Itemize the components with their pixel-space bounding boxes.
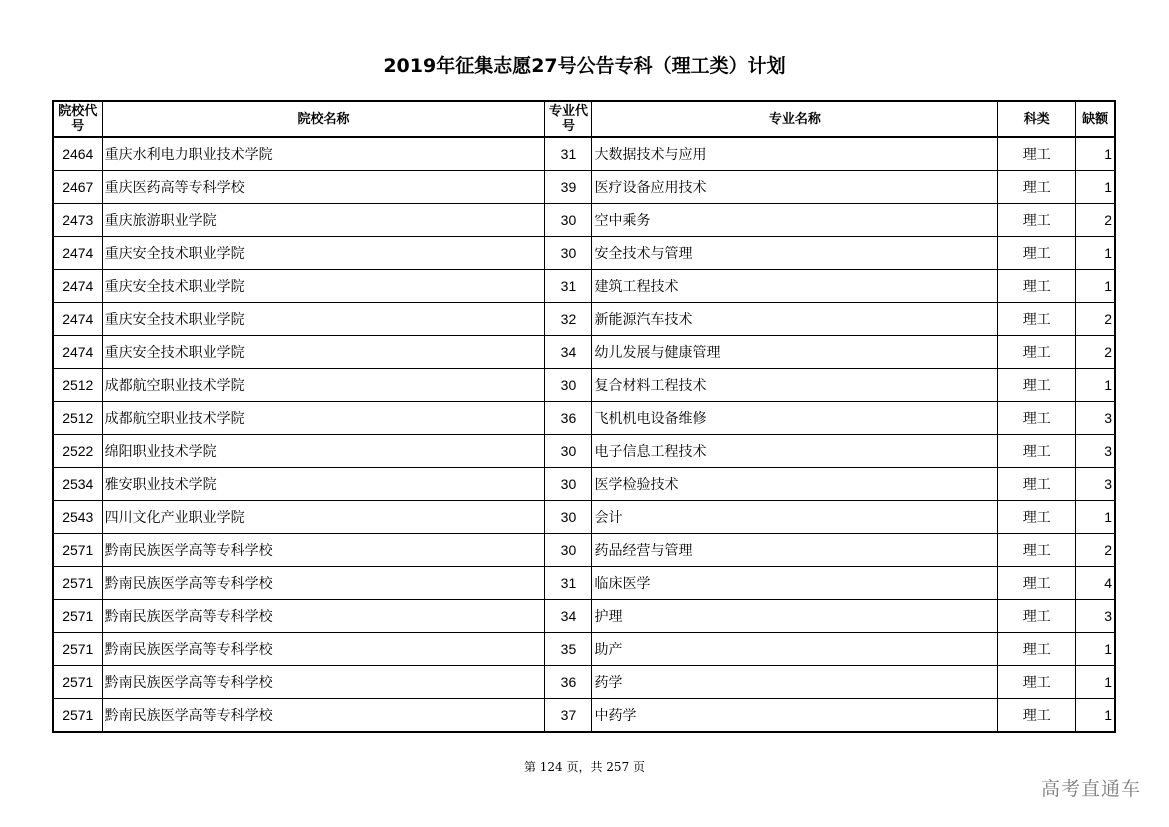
cell-school-name: 四川文化产业职业学院: [102, 501, 545, 534]
cell-quota: 1: [1076, 633, 1115, 666]
cell-major-code: 30: [545, 237, 592, 270]
cell-school-name: 黔南民族医学高等专科学校: [102, 633, 545, 666]
cell-category: 理工: [998, 501, 1076, 534]
cell-major-name: 医疗设备应用技术: [592, 171, 998, 204]
header-major-name: 专业名称: [592, 101, 998, 137]
cell-school-code: 2464: [53, 137, 102, 171]
cell-major-name: 空中乘务: [592, 204, 998, 237]
cell-major-name: 新能源汽车技术: [592, 303, 998, 336]
cell-major-name: 药学: [592, 666, 998, 699]
cell-school-name: 成都航空职业技术学院: [102, 369, 545, 402]
cell-category: 理工: [998, 171, 1076, 204]
cell-major-name: 中药学: [592, 699, 998, 733]
cell-school-name: 重庆安全技术职业学院: [102, 336, 545, 369]
cell-category: 理工: [998, 567, 1076, 600]
cell-quota: 2: [1076, 204, 1115, 237]
table-row: [53, 369, 1115, 402]
table-row: [53, 303, 1115, 336]
cell-category: 理工: [998, 369, 1076, 402]
cell-school-code: 2534: [53, 468, 102, 501]
cell-school-name: 黔南民族医学高等专科学校: [102, 534, 545, 567]
table-row: [53, 336, 1115, 369]
cell-major-name: 复合材料工程技术: [592, 369, 998, 402]
cell-school-code: 2571: [53, 567, 102, 600]
table-header: [53, 101, 1115, 137]
cell-quota: 3: [1076, 468, 1115, 501]
cell-major-code: 30: [545, 468, 592, 501]
cell-category: 理工: [998, 204, 1076, 237]
cell-quota: 1: [1076, 171, 1115, 204]
table-row: [53, 501, 1115, 534]
cell-quota: 1: [1076, 270, 1115, 303]
table-row: [53, 270, 1115, 303]
cell-school-name: 重庆医药高等专科学校: [102, 171, 545, 204]
cell-major-code: 37: [545, 699, 592, 733]
cell-category: 理工: [998, 699, 1076, 733]
cell-major-name: 助产: [592, 633, 998, 666]
cell-major-code: 31: [545, 567, 592, 600]
cell-category: 理工: [998, 137, 1076, 171]
header-major-code: 专业代号: [545, 101, 592, 137]
cell-major-name: 电子信息工程技术: [592, 435, 998, 468]
header-school-name: 院校名称: [102, 101, 545, 137]
cell-category: 理工: [998, 435, 1076, 468]
cell-category: 理工: [998, 402, 1076, 435]
table-body: [53, 137, 1115, 732]
cell-school-name: 重庆水利电力职业技术学院: [102, 137, 545, 171]
cell-category: 理工: [998, 237, 1076, 270]
cell-quota: 3: [1076, 600, 1115, 633]
cell-quota: 2: [1076, 534, 1115, 567]
cell-quota: 3: [1076, 402, 1115, 435]
cell-major-name: 大数据技术与应用: [592, 137, 998, 171]
cell-school-code: 2512: [53, 369, 102, 402]
cell-school-code: 2474: [53, 303, 102, 336]
cell-quota: 3: [1076, 435, 1115, 468]
cell-major-name: 会计: [592, 501, 998, 534]
table-row: [53, 137, 1115, 171]
cell-quota: 2: [1076, 336, 1115, 369]
cell-major-code: 36: [545, 666, 592, 699]
table-row: [53, 435, 1115, 468]
cell-quota: 1: [1076, 699, 1115, 733]
cell-school-code: 2571: [53, 600, 102, 633]
page-title: 2019年征集志愿27号公告专科（理工类）计划: [383, 55, 786, 77]
cell-category: 理工: [998, 600, 1076, 633]
table-row: [53, 468, 1115, 501]
cell-major-name: 临床医学: [592, 567, 998, 600]
cell-category: 理工: [998, 468, 1076, 501]
cell-school-code: 2473: [53, 204, 102, 237]
cell-school-code: 2571: [53, 633, 102, 666]
cell-school-code: 2474: [53, 270, 102, 303]
table-row: [53, 171, 1115, 204]
cell-school-name: 黔南民族医学高等专科学校: [102, 699, 545, 733]
cell-major-code: 31: [545, 270, 592, 303]
table-row: [53, 699, 1115, 733]
cell-major-code: 32: [545, 303, 592, 336]
watermark: 高考直通车: [1040, 778, 1141, 800]
cell-category: 理工: [998, 633, 1076, 666]
cell-school-name: 黔南民族医学高等专科学校: [102, 567, 545, 600]
cell-school-name: 重庆安全技术职业学院: [102, 303, 545, 336]
cell-major-code: 36: [545, 402, 592, 435]
header-row: [53, 101, 1115, 137]
cell-quota: 1: [1076, 237, 1115, 270]
cell-school-name: 成都航空职业技术学院: [102, 402, 545, 435]
cell-major-code: 35: [545, 633, 592, 666]
cell-school-name: 绵阳职业技术学院: [102, 435, 545, 468]
cell-major-name: 建筑工程技术: [592, 270, 998, 303]
cell-major-code: 30: [545, 204, 592, 237]
cell-quota: 1: [1076, 501, 1115, 534]
cell-school-code: 2543: [53, 501, 102, 534]
cell-school-code: 2571: [53, 534, 102, 567]
table-row: [53, 204, 1115, 237]
cell-school-code: 2474: [53, 336, 102, 369]
cell-quota: 1: [1076, 666, 1115, 699]
table-row: [53, 237, 1115, 270]
cell-school-code: 2512: [53, 402, 102, 435]
table-row: [53, 633, 1115, 666]
cell-major-code: 30: [545, 534, 592, 567]
cell-major-code: 30: [545, 435, 592, 468]
cell-major-code: 34: [545, 600, 592, 633]
cell-quota: 1: [1076, 369, 1115, 402]
header-category: 科类: [998, 101, 1076, 137]
cell-major-code: 39: [545, 171, 592, 204]
table-row: [53, 666, 1115, 699]
header-quota: 缺额: [1076, 101, 1115, 137]
table-row: [53, 600, 1115, 633]
table-row: [53, 567, 1115, 600]
cell-school-code: 2571: [53, 666, 102, 699]
cell-category: 理工: [998, 534, 1076, 567]
cell-major-name: 飞机机电设备维修: [592, 402, 998, 435]
cell-major-name: 安全技术与管理: [592, 237, 998, 270]
cell-school-code: 2571: [53, 699, 102, 733]
page-footer: 第 124 页，共 257 页: [523, 760, 646, 774]
cell-quota: 1: [1076, 137, 1115, 171]
cell-category: 理工: [998, 270, 1076, 303]
cell-major-name: 医学检验技术: [592, 468, 998, 501]
cell-major-name: 护理: [592, 600, 998, 633]
cell-major-code: 34: [545, 336, 592, 369]
header-school-code: 院校代号: [53, 101, 102, 137]
cell-category: 理工: [998, 666, 1076, 699]
cell-major-code: 31: [545, 137, 592, 171]
cell-major-code: 30: [545, 369, 592, 402]
cell-school-name: 黔南民族医学高等专科学校: [102, 600, 545, 633]
cell-school-name: 重庆安全技术职业学院: [102, 270, 545, 303]
cell-quota: 4: [1076, 567, 1115, 600]
cell-category: 理工: [998, 336, 1076, 369]
cell-major-code: 30: [545, 501, 592, 534]
cell-category: 理工: [998, 303, 1076, 336]
enrollment-plan-table: [52, 100, 1116, 733]
cell-major-name: 药品经营与管理: [592, 534, 998, 567]
table-row: [53, 534, 1115, 567]
cell-school-code: 2522: [53, 435, 102, 468]
cell-major-name: 幼儿发展与健康管理: [592, 336, 998, 369]
cell-school-code: 2467: [53, 171, 102, 204]
cell-school-code: 2474: [53, 237, 102, 270]
cell-school-name: 黔南民族医学高等专科学校: [102, 666, 545, 699]
cell-school-name: 重庆安全技术职业学院: [102, 237, 545, 270]
table-row: [53, 402, 1115, 435]
cell-school-name: 雅安职业技术学院: [102, 468, 545, 501]
cell-quota: 2: [1076, 303, 1115, 336]
cell-school-name: 重庆旅游职业学院: [102, 204, 545, 237]
